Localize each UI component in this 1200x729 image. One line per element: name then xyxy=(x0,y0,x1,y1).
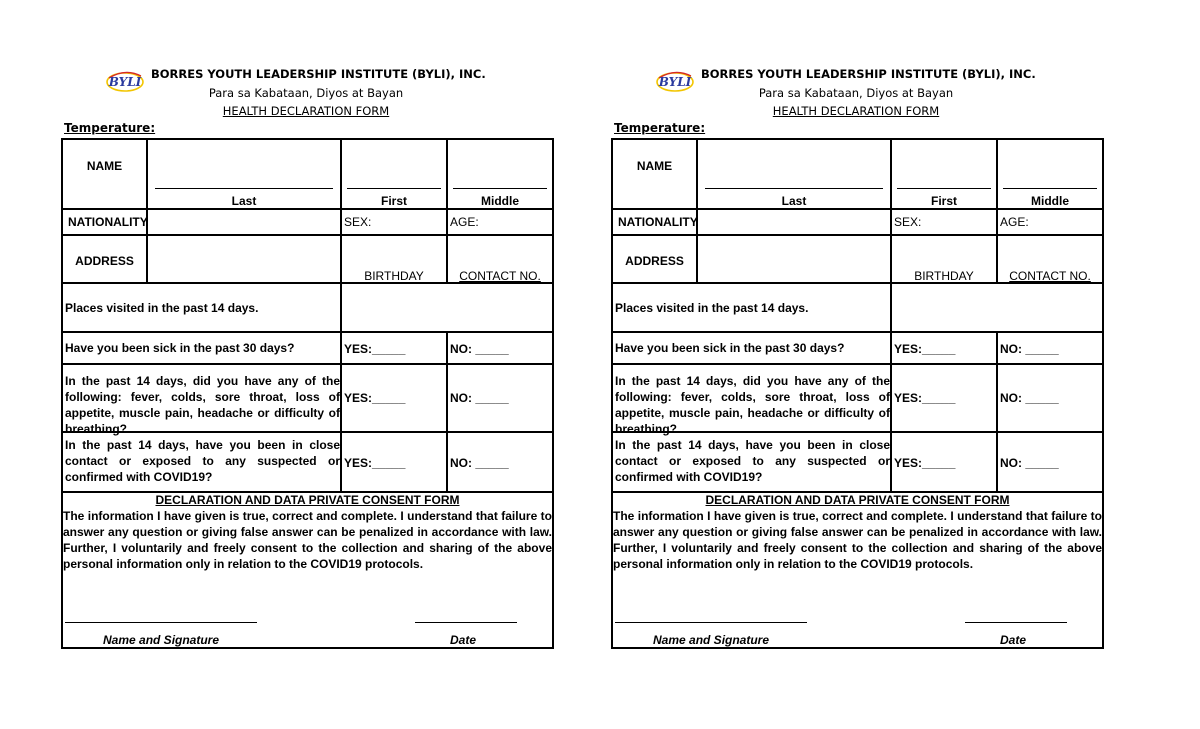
first-name-line[interactable] xyxy=(897,188,991,189)
middle-label: Middle xyxy=(481,194,519,208)
signature-line[interactable] xyxy=(615,622,807,623)
question-symptoms: In the past 14 days, did you have any of the following: fever, colds, sore throat, loss of appetite, muscle pain, headache or difficulty of breathing? xyxy=(65,374,340,436)
age-label: AGE: xyxy=(450,215,479,229)
q1-no[interactable]: NO: _____ xyxy=(1000,342,1059,356)
last-name-line[interactable] xyxy=(705,188,883,189)
q3-no[interactable]: NO: _____ xyxy=(450,456,509,470)
address-label: ADDRESS xyxy=(625,254,684,268)
form-table xyxy=(61,138,554,649)
q2-no[interactable]: NO: _____ xyxy=(1000,391,1059,405)
q2-yes[interactable]: YES:_____ xyxy=(894,391,956,405)
declaration-title: DECLARATION AND DATA PRIVATE CONSENT FORM xyxy=(705,493,1010,507)
signature-label: Name and Signature xyxy=(103,633,220,647)
last-label: Last xyxy=(781,194,807,208)
places-visited-label: Places visited in the past 14 days. xyxy=(615,301,809,315)
question-close-contact: In the past 14 days, have you been in close contact or exposed to any suspected or confirmed with COVID19? xyxy=(65,438,340,484)
org-name: BORRES YOUTH LEADERSHIP INSTITUTE (BYLI), INC. xyxy=(701,67,1036,81)
address-label: ADDRESS xyxy=(75,254,134,268)
places-visited-label: Places visited in the past 14 days. xyxy=(65,301,259,315)
org-motto: Para sa Kabataan, Diyos at Bayan xyxy=(758,86,954,100)
first-name-line[interactable] xyxy=(347,188,441,189)
q3-no[interactable]: NO: _____ xyxy=(1000,456,1059,470)
question-close-contact: In the past 14 days, have you been in close contact or exposed to any suspected or confirmed with COVID19? xyxy=(615,438,890,484)
declaration-text: The information I have given is true, correct and complete. I understand that failure to answer any question or giving false answer can be penalized in accordance with law. Further, I voluntarily and freely consent to the collection and sharing of the above personal information only in relation to the COVID19 protocols. xyxy=(613,509,1102,571)
middle-label: Middle xyxy=(1031,194,1069,208)
declaration-text: The information I have given is true, correct and complete. I understand that failure to answer any question or giving false answer can be penalized in accordance with law. Further, I voluntarily and freely consent to the collection and sharing of the above personal information only in relation to the COVID19 protocols. xyxy=(63,509,552,571)
signature-line[interactable] xyxy=(65,622,257,623)
org-motto: Para sa Kabataan, Diyos at Bayan xyxy=(208,86,404,100)
form-title: HEALTH DECLARATION FORM xyxy=(772,104,940,118)
form-title: HEALTH DECLARATION FORM xyxy=(222,104,390,118)
q3-yes[interactable]: YES:_____ xyxy=(894,456,956,470)
birthday-label: BIRTHDAY xyxy=(364,269,424,283)
q2-yes[interactable]: YES:_____ xyxy=(344,391,406,405)
age-label: AGE: xyxy=(1000,215,1029,229)
q1-no[interactable]: NO: _____ xyxy=(450,342,509,356)
sex-label: SEX: xyxy=(344,215,372,229)
q1-yes[interactable]: YES:_____ xyxy=(344,342,406,356)
middle-name-line[interactable] xyxy=(1003,188,1097,189)
middle-name-line[interactable] xyxy=(453,188,547,189)
date-label: Date xyxy=(1000,633,1027,647)
temperature-label: Temperature: xyxy=(64,121,156,135)
signature-label: Name and Signature xyxy=(653,633,770,647)
question-sick-30-days: Have you been sick in the past 30 days? xyxy=(65,341,295,355)
org-name: BORRES YOUTH LEADERSHIP INSTITUTE (BYLI), INC. xyxy=(151,67,486,81)
birthday-label: BIRTHDAY xyxy=(914,269,974,283)
svg-text:BYLI: BYLI xyxy=(658,75,692,89)
declaration-title: DECLARATION AND DATA PRIVATE CONSENT FORM xyxy=(155,493,460,507)
health-declaration-form xyxy=(611,0,1111,729)
date-line[interactable] xyxy=(415,622,517,623)
first-label: First xyxy=(380,194,407,208)
question-sick-30-days: Have you been sick in the past 30 days? xyxy=(615,341,845,355)
contact-label: CONTACT NO. xyxy=(459,269,541,283)
byli-logo-icon xyxy=(655,68,695,94)
health-declaration-form xyxy=(61,0,561,729)
q2-no[interactable]: NO: _____ xyxy=(450,391,509,405)
date-label: Date xyxy=(450,633,477,647)
nationality-label: NATIONALITY xyxy=(618,215,698,229)
byli-logo-icon xyxy=(105,68,145,94)
name-label: NAME xyxy=(636,159,673,173)
first-label: First xyxy=(930,194,957,208)
name-label: NAME xyxy=(86,159,123,173)
form-table xyxy=(611,138,1104,649)
date-line[interactable] xyxy=(965,622,1067,623)
last-label: Last xyxy=(231,194,257,208)
contact-label: CONTACT NO. xyxy=(1009,269,1091,283)
nationality-label: NATIONALITY xyxy=(68,215,148,229)
sex-label: SEX: xyxy=(894,215,922,229)
temperature-label: Temperature: xyxy=(614,121,706,135)
q3-yes[interactable]: YES:_____ xyxy=(344,456,406,470)
q1-yes[interactable]: YES:_____ xyxy=(894,342,956,356)
svg-text:BYLI: BYLI xyxy=(108,75,142,89)
last-name-line[interactable] xyxy=(155,188,333,189)
question-symptoms: In the past 14 days, did you have any of the following: fever, colds, sore throat, loss of appetite, muscle pain, headache or difficulty of breathing? xyxy=(615,374,890,436)
